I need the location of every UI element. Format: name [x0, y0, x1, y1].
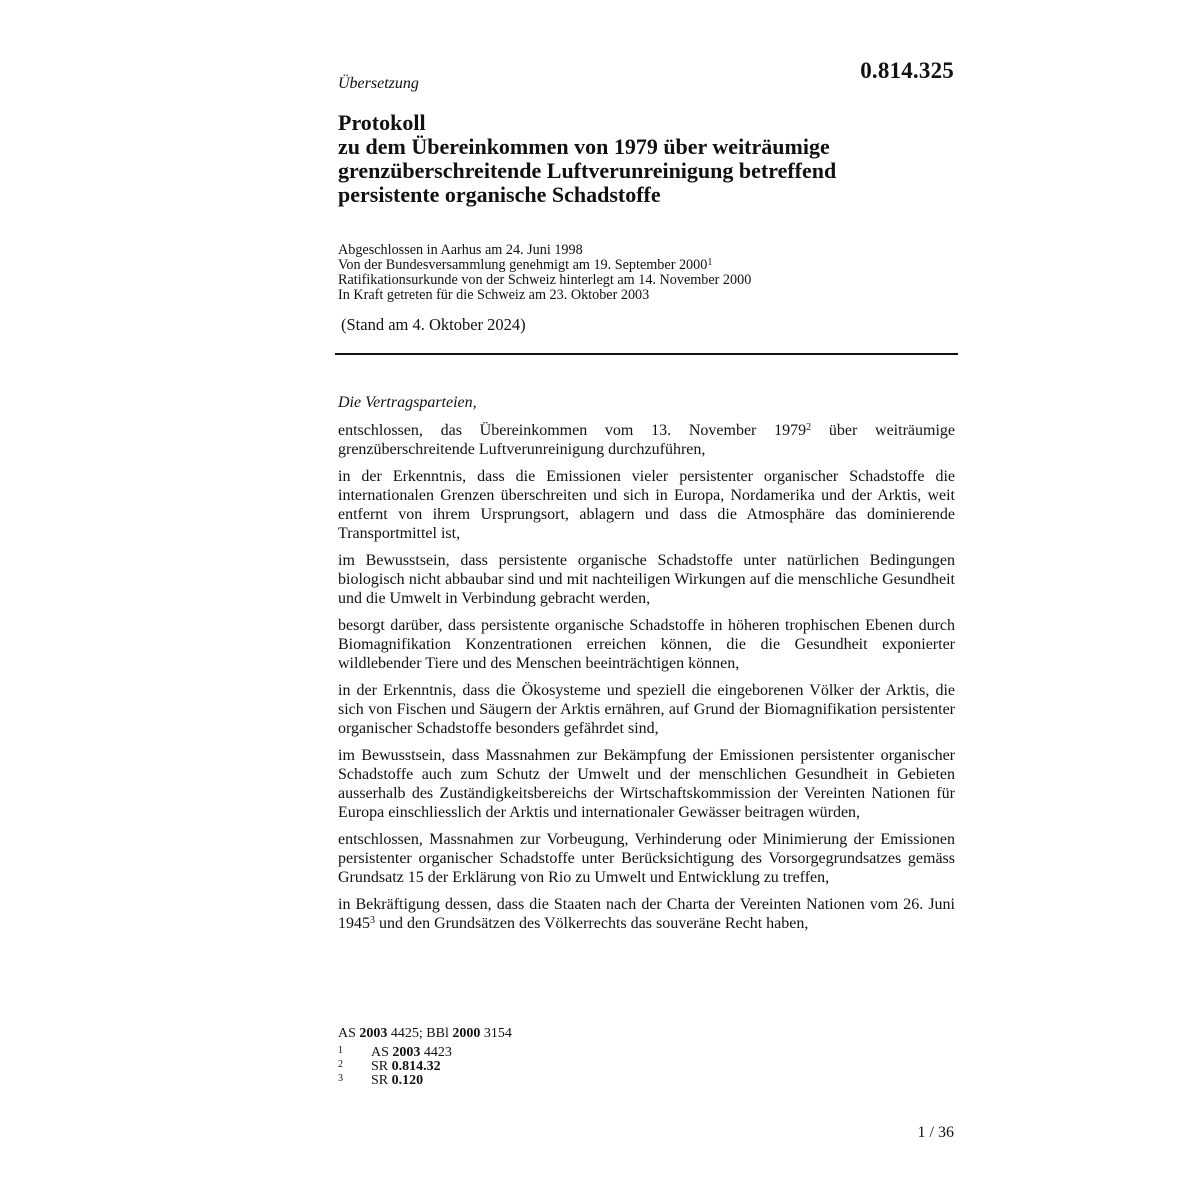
status-date: (Stand am 4. Oktober 2024) [341, 315, 526, 334]
footnote-prefix: SR [371, 1059, 392, 1074]
footnote-number: 3 [338, 1073, 343, 1084]
footnote-number: 1 [338, 1045, 343, 1056]
header-divider [335, 353, 958, 355]
official-reference [338, 1027, 958, 1040]
footnote-bold: 0.814.32 [391, 1059, 441, 1074]
page-number: 1 / 36 [917, 1124, 954, 1141]
paragraph-text: in Bekräftigung dessen, dass die Staaten nach der Charta der Vereinten Nationen vom 26. Juni 1945 [338, 896, 955, 932]
title-line: grenzüberschreitende Luftverunreinigung betreffend [338, 158, 837, 183]
footnote-prefix: AS [371, 1045, 393, 1060]
paragraph-text: und den Grundsätzen des Völkerrechts das souveräne Recht haben, [375, 915, 809, 932]
footnote-item [338, 1074, 958, 1088]
paragraph-text: über weiträumige grenzüberschreitende Luftverunreinigung durchzuführen, [338, 422, 955, 458]
footnote-bold: 0.120 [391, 1073, 424, 1088]
approved-line [338, 258, 958, 273]
concluded-line: Abgeschlossen in Aarhus am 24. Juni 1998 [338, 242, 583, 258]
paragraph [338, 421, 955, 459]
paragraph-text: entschlossen, das Übereinkommen vom 13. November 1979 [338, 422, 807, 439]
ref-text: 3154 [480, 1026, 512, 1041]
paragraph: entschlossen, Massnahmen zur Vorbeugung, Verhinderung oder Minimierung der Emissionen persistenter organischer Schadstoffe unter Berücksichtigung des Vorsorgegrundsatzes gemäss Grundsatz 15 der Erklärung von Rio zu Umwelt und Entwicklung zu treffen, [338, 831, 955, 886]
footnote-text [371, 1046, 452, 1059]
title-line: Protokoll [338, 110, 426, 135]
paragraph [338, 895, 955, 933]
ref-text: AS [338, 1026, 360, 1041]
footnote-prefix: SR [371, 1073, 392, 1088]
footnote-item [338, 1060, 958, 1074]
footnotes [338, 1027, 958, 1088]
footnote-text [371, 1074, 423, 1087]
footnote-bold: 2003 [392, 1045, 421, 1060]
preamble-title: Die Vertragsparteien, [338, 394, 477, 411]
paragraph: in der Erkenntnis, dass die Ökosysteme und speziell die eingeborenen Völker der Arktis, die sich von Fischen und Säugern der Arktis ernähren, auf Grund der Biomagnifikation persistenter organischer Schadstoffe besonders gefährdet sind, [338, 682, 955, 737]
footnote-item [338, 1046, 958, 1060]
footnote-ref[interactable]: 3 [370, 915, 375, 926]
preamble-body [338, 421, 955, 941]
translation-label: Übersetzung [338, 75, 419, 92]
ref-year: 2000 [452, 1026, 481, 1041]
sr-number: 0.814.325 [860, 58, 954, 83]
title-line: zu dem Übereinkommen von 1979 über weiträumige [338, 134, 830, 159]
footnote-text [371, 1060, 441, 1073]
ratification-line: Ratifikationsurkunde von der Schweiz hinterlegt am 14. November 2000 [338, 272, 752, 288]
footnote-number: 2 [338, 1059, 343, 1070]
footnote-ref[interactable]: 2 [806, 422, 812, 433]
footnote-ref[interactable]: 1 [707, 257, 713, 268]
paragraph: in der Erkenntnis, dass die Emissionen vieler persistenter organischer Schadstoffe die internationalen Grenzen überschreiten und sich in Europa, Nordamerika und der Arktis, weit entfernt von ihrem Ursprungsort, ablagern und dass die Atmosphäre das dominierende Transportmittel ist, [338, 468, 955, 542]
paragraph: im Bewusstsein, dass Massnahmen zur Bekämpfung der Emissionen persistenter organischer Schadstoffe auch zum Schutz der Umwelt und der menschlichen Gesundheit in Gebieten ausserhalb des Zuständigkeitsbereichs der Wirtschaftskommission der Vereinten Nationen für Europa einschliesslich der Arktis und internationaler Gewässer beitragen würden, [338, 747, 955, 821]
in-force-line: In Kraft getreten für die Schweiz am 23. Oktober 2003 [338, 287, 650, 303]
enactment-metadata [338, 243, 958, 303]
ref-text: 4425; BBl [387, 1026, 453, 1041]
paragraph: besorgt darüber, dass persistente organische Schadstoffe in höheren trophischen Ebenen durch Biomagnifikation Konzentrationen erreichen können, die die Gesundheit exponierter wildlebender Tiere und des Menschen beeinträchtigen können, [338, 617, 955, 672]
approved-text: Von der Bundesversammlung genehmigt am 19. September 2000 [338, 257, 708, 273]
title-line: persistente organische Schadstoffe [338, 182, 661, 207]
document-title [338, 111, 958, 207]
paragraph: im Bewusstsein, dass persistente organische Schadstoffe unter natürlichen Bedingungen biologisch nicht abbaubar sind und mit nachteiligen Wirkungen auf die menschliche Gesundheit und die Umwelt in Verbindung gebracht werden, [338, 552, 955, 607]
footnote-suffix: 4423 [420, 1045, 452, 1060]
ref-year: 2003 [359, 1026, 388, 1041]
